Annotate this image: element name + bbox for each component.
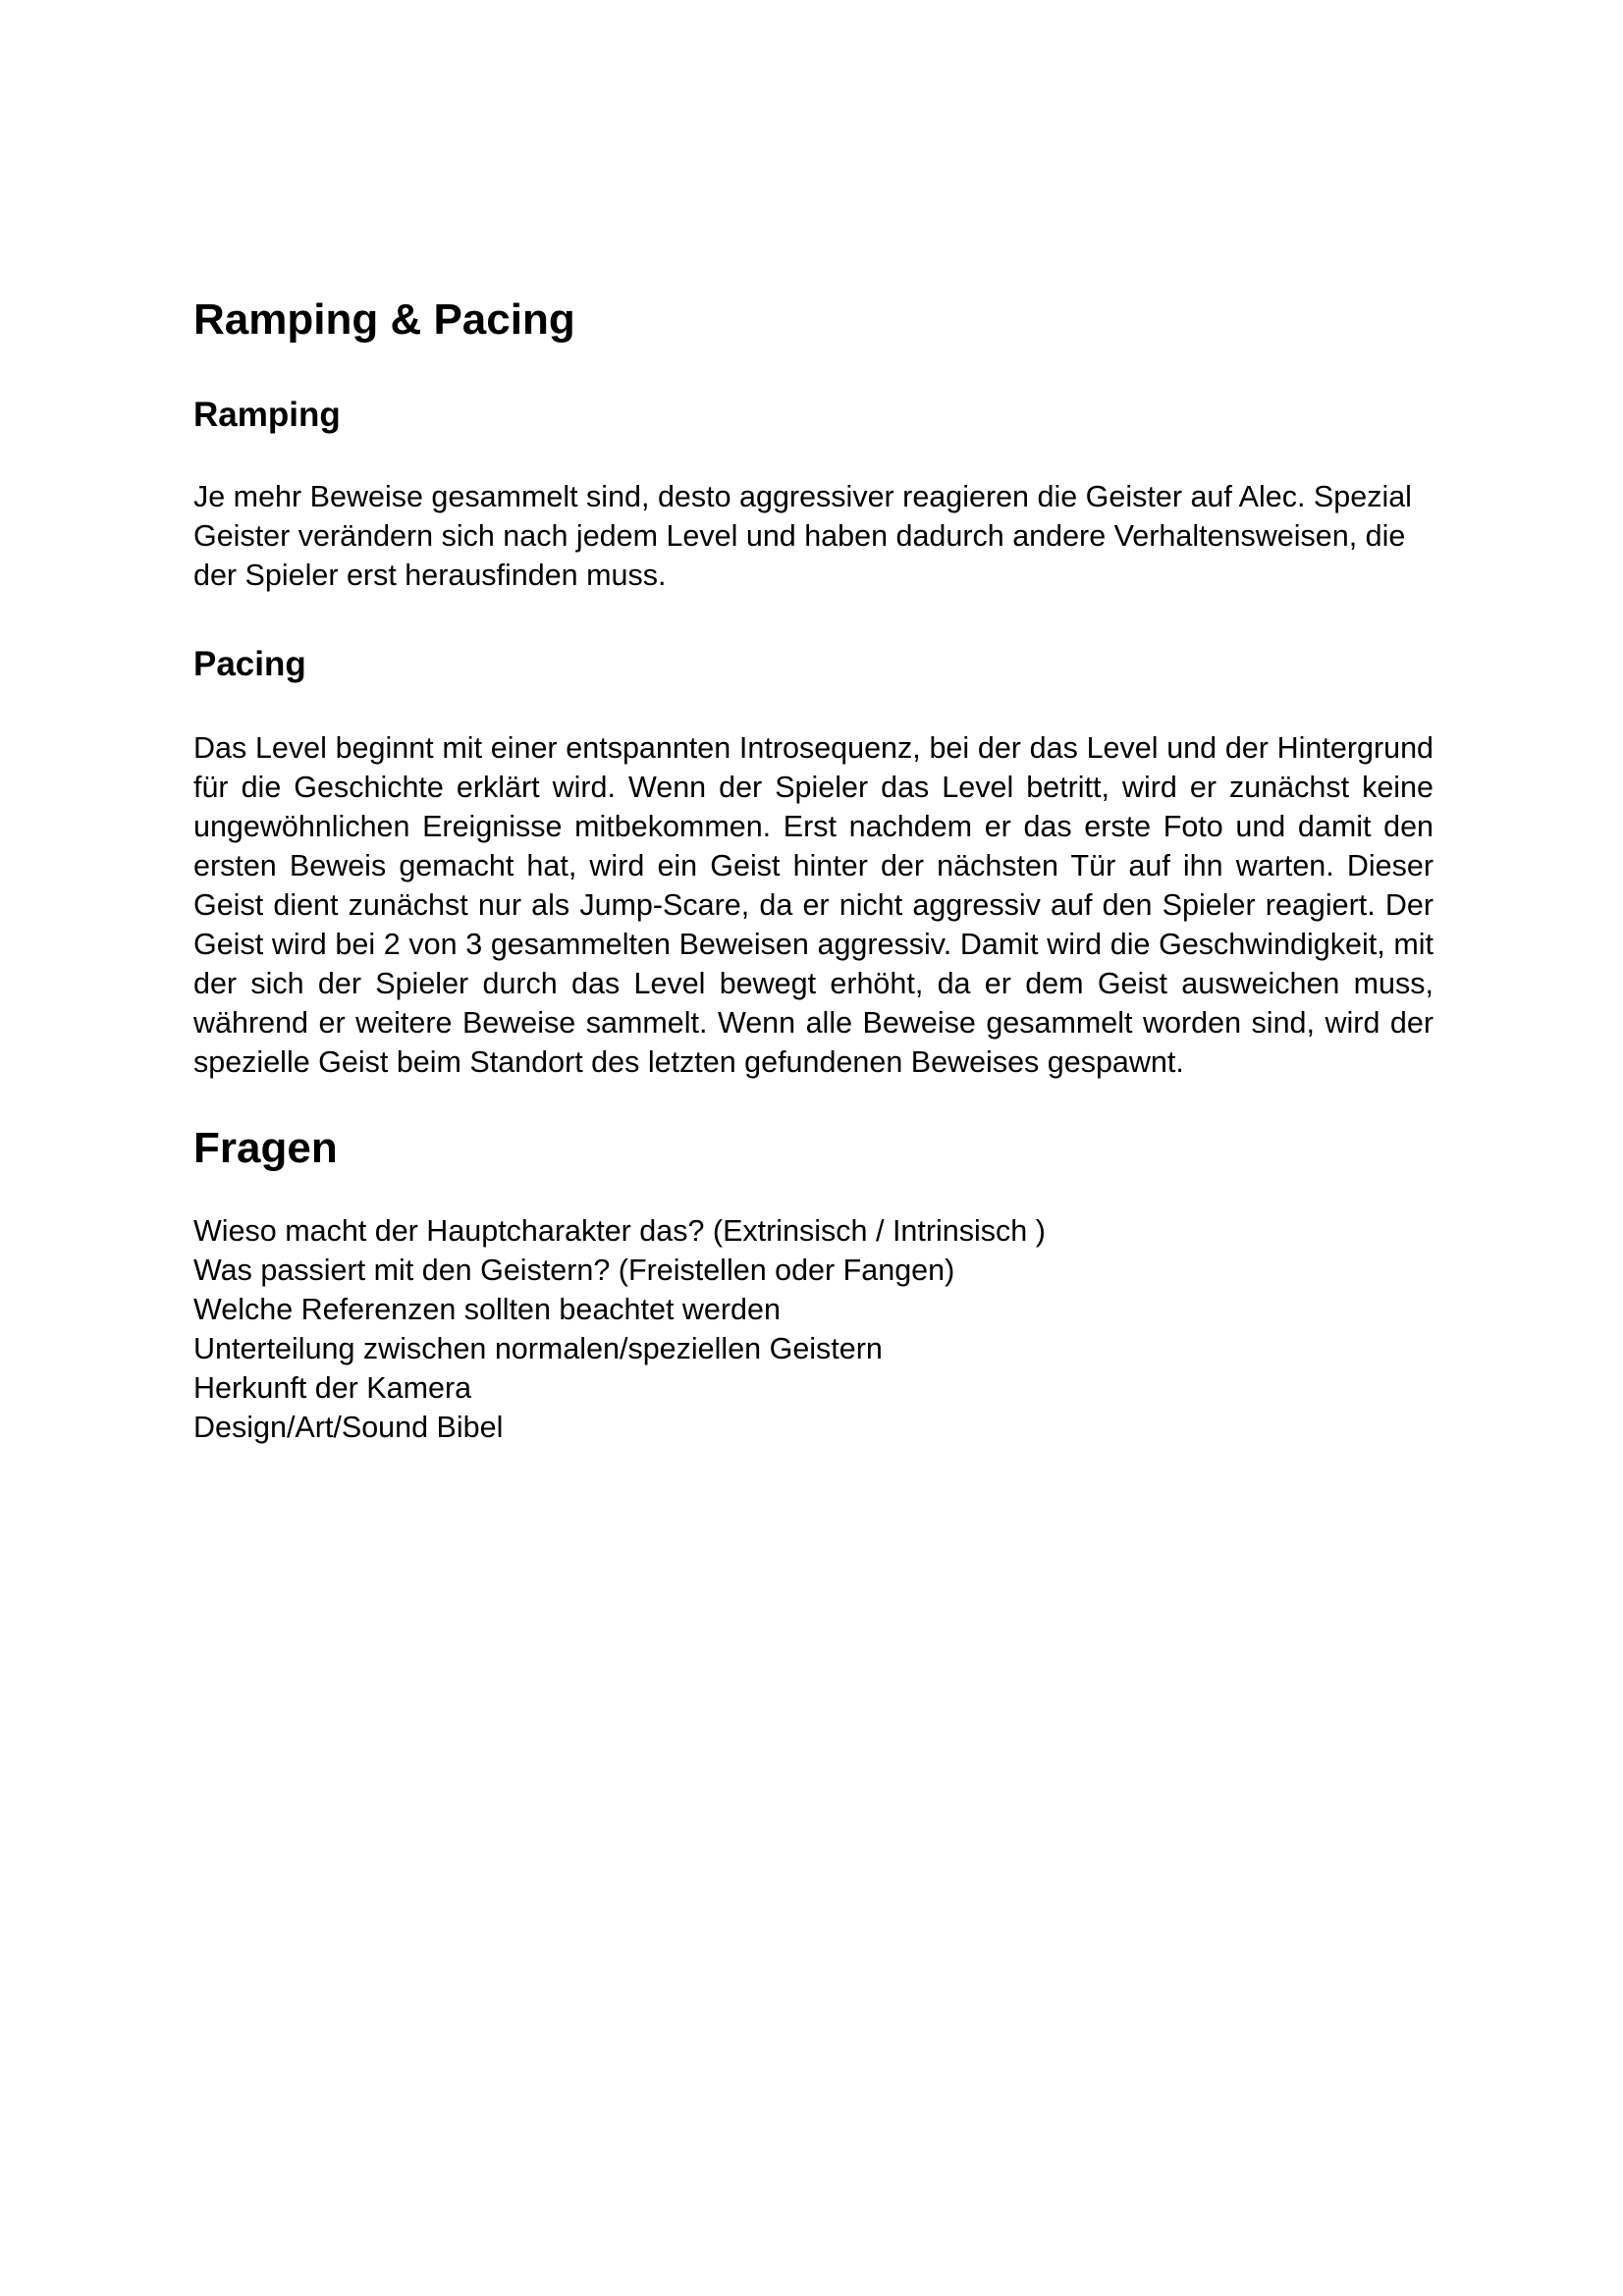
question-line: Was passiert mit den Geistern? (Freistellen oder Fangen) [193,1254,955,1287]
question-line: Wieso macht der Hauptcharakter das? (Extrinsisch / Intrinsisch ) [193,1214,1046,1248]
question-line: Welche Referenzen sollten beachtet werden [193,1293,781,1326]
question-line: Unterteilung zwischen normalen/speziellen Geistern [193,1332,883,1365]
section-heading-ramping: Ramping [193,396,341,434]
question-line: Design/Art/Sound Bibel [193,1411,504,1444]
document-content [193,294,1434,1447]
question-list [193,1211,1434,1447]
section-heading-fragen: Fragen [193,1124,338,1172]
page-title: Ramping & Pacing [193,295,575,344]
section-paragraph-pacing: Das Level beginnt mit einer entspannten Introsequenz, bei der das Level und der Hintergrund für die Geschichte erklärt wird. Wenn der Spieler das Level betritt, wird er zunächst keine ungewöhnlichen Ereignisse mitbekommen. Erst nachdem er das erste Foto und damit den ersten Beweis gemacht hat, wird ein Geist hinter der nächsten Tür auf ihn warten. Dieser Geist dient zunächst nur als Jump-Scare, da er nicht aggressiv auf den Spieler reagiert. Der Geist wird bei 2 von 3 gesammelten Beweisen aggressiv. Damit wird die Geschwindigkeit, mit der sich der Spieler durch das Level bewegt erhöht, da er dem Geist ausweichen muss, während er weitere Beweise sammelt. Wenn alle Beweise gesammelt worden sind, wird der spezielle Geist beim Standort des letzten gefundenen Beweises gespawnt. [193,731,1434,1079]
section-heading-pacing: Pacing [193,645,306,683]
section-paragraph-ramping: Je mehr Beweise gesammelt sind, desto aggressiver reagieren die Geister auf Alec. Spezial Geister verändern sich nach jedem Level und haben dadurch andere Verhaltensweisen, die der Spieler erst herausfinden muss. [193,480,1412,592]
question-line: Herkunft der Kamera [193,1371,472,1405]
